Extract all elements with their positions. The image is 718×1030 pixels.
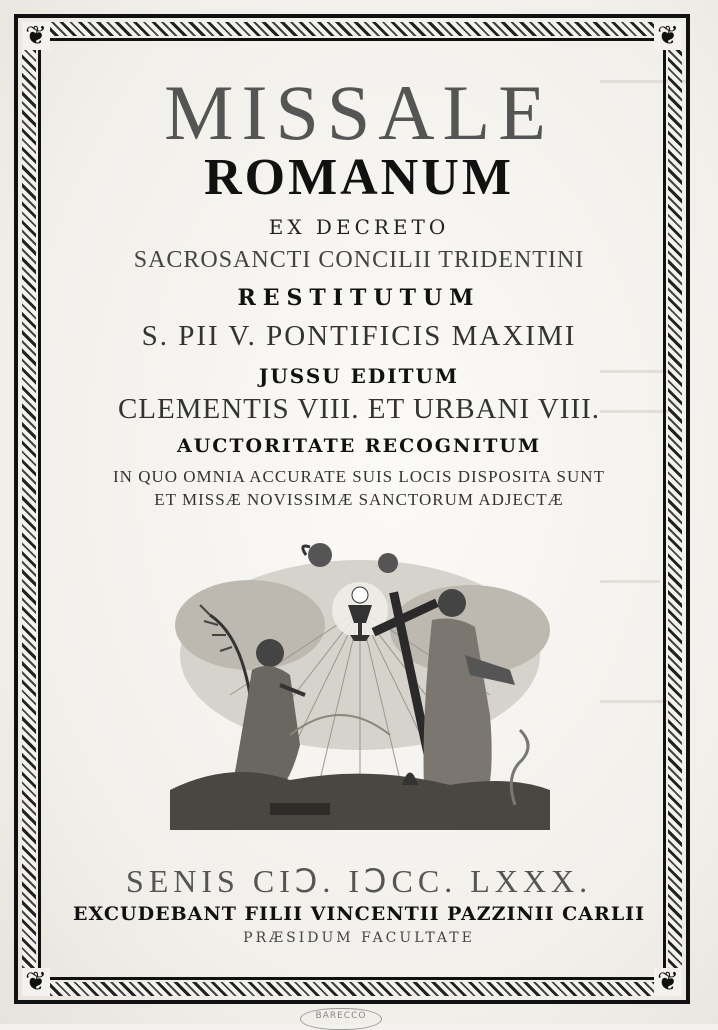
subtitle-clementis: CLEMENTIS VIII. ET URBANI VIII. <box>117 393 601 425</box>
library-stamp: BARECCO <box>300 1008 382 1030</box>
imprint-permission: PRÆSIDUM FACULTATE <box>243 930 475 946</box>
title-block <box>60 0 658 1024</box>
corner-ornament-icon: ❦ <box>22 22 50 50</box>
imprint-place-date: SENIS CIↃ. IↃCC. LXXX. <box>125 863 593 899</box>
subtitle-jussu-editum: JUSSU EDITUM <box>258 364 460 388</box>
subtitle-auctoritate: AUCTORITATE RECOGNITUM <box>176 435 541 457</box>
title-missale: MISSALE <box>164 69 554 156</box>
subtitle-in-quo: IN QUO OMNIA ACCURATE SUIS LOCIS DISPOSITA SUNT <box>113 467 605 486</box>
engraving-illustration <box>170 535 550 830</box>
corner-ornament-icon: ❦ <box>654 968 682 996</box>
subtitle-concilii: SACROSANCTI CONCILII TRIDENTINI <box>133 247 585 273</box>
subtitle-ex-decreto: EX DECRETO <box>268 215 450 239</box>
corner-ornament-icon: ❦ <box>22 968 50 996</box>
subtitle-pius-v: S. PII V. PONTIFICIS MAXIMI <box>141 320 577 352</box>
subtitle-restitutum: RESTITUTUM <box>237 285 481 311</box>
title-romanum: ROMANUM <box>204 149 514 206</box>
subtitle-et-missae: ET MISSÆ NOVISSIMÆ SANCTORUM ADJECTÆ <box>154 490 564 509</box>
corner-ornament-icon: ❦ <box>654 22 682 50</box>
imprint-printer: EXCUDEBANT FILII VINCENTII PAZZINII CARLII <box>73 903 645 925</box>
